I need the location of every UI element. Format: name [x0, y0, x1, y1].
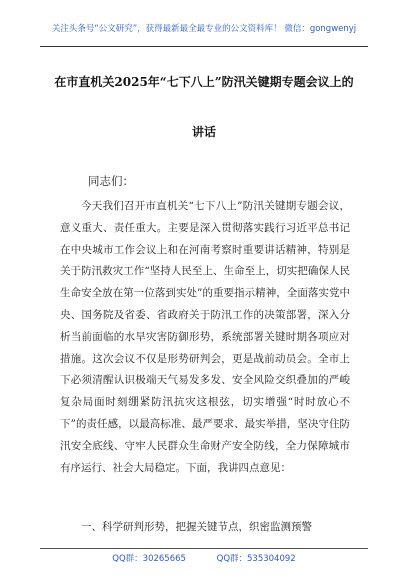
footer-qq-group-2: QQ群：535304092 — [216, 554, 296, 564]
salutation: 同志们： — [88, 174, 134, 188]
header-banner: 关注头条号“公文研究”，获得最新最全最专业的公文资料库！ 微信：gongwenyj — [51, 24, 357, 34]
footer — [0, 552, 408, 564]
header-divider — [40, 46, 368, 47]
footer-qq-group-1: QQ群：30265665 — [112, 554, 186, 564]
document-title: 在市直机关2025年“七下八上”防汛关键期专题会议上的 — [54, 75, 354, 89]
body-paragraph: 今天我们召开市直机关“七下八上”防汛关键期专题会议，意义重大、责任重大。主要是深入贯彻落实践行习近平总书记在中央城市工作会议上和在河南考察时重要讲话精神，特别是关于防汛救灾工作“坚持人民至上、生命至上，切实把确保人民生命安全放在第一位落到实处”的重要指示精神，全面落实党中央、国务院及省委、省政府关于防汛工作的决策部署，深入分析当前面临的水旱灾害防御形势，系统部署关键时期各项应对措施。这次会议不仅是形势研判会，更是战前动员会。全市上下必须清醒认识极端天气易发多发、安全风险交织叠加的严峻复杂局面时刻绷紧防汛抗灾这根弦，切实增强“时时放心不下”的责任感，以最高标准、最严要求、最实举措，坚决守住防汛安全底线、守牢人民群众生命财产安全防线，全力保障城市有序运行、社会大局稳定。下面，我讲四点意见： — [60, 200, 350, 474]
document-title-continued: 讲话 — [191, 125, 216, 139]
section-heading: 一、科学研判形势，把握关键节点，织密监测预警 — [81, 521, 312, 533]
footer-divider — [40, 548, 368, 549]
